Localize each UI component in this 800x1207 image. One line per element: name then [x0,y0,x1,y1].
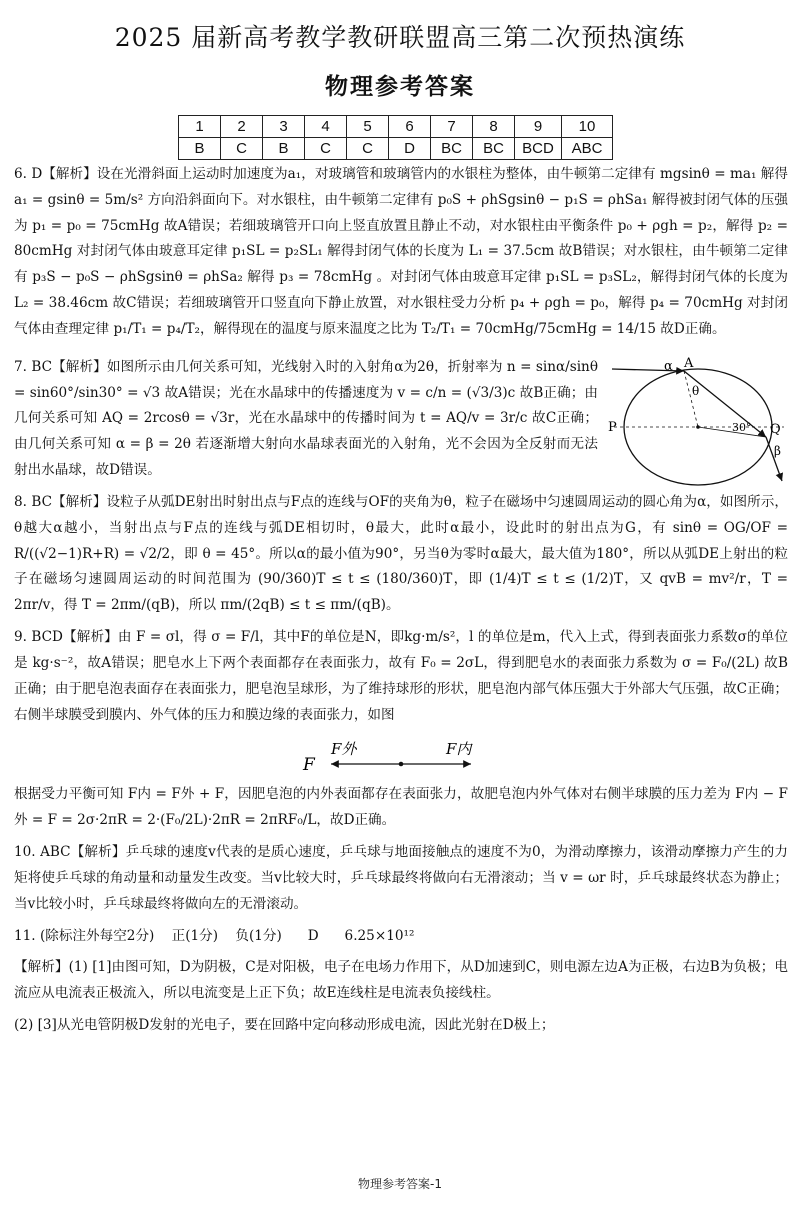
table-cell-answer: ABC [562,138,613,160]
label-p: P [608,419,617,435]
solution-q9-part1: 9. BCD【解析】由 F = σl，得 σ = F/l，其中F的单位是N，即kg·m/s²，l 的单位是m，代入上式，得到表面张力系数σ的单位是 kg·s⁻²，故A错误；肥皂水上下两个表面都存在表面张力，故有 F₀ = 2σL，得到肥皂水的表面张力系数为 σ = F₀/(2L) 故B正确；由于肥皂泡表面存在表面张力，肥皂泡呈球形，为了维持球形的形状，肥皂泡内部气体压强大于外部大气压强，故C正确；右侧半球膜受到膜内、外气体的压力和膜边缘的表面张力，如图 [14,629,788,723]
page-subtitle: 物理参考答案 [325,73,475,100]
label-f-out: F外 [331,740,357,759]
figure-q9-forces [14,736,788,776]
answer-table-number-row [179,116,613,138]
solution-q9-part2: 根据受力平衡可知 F内 = F外 + F，因肥皂泡的内外表面都存在表面张力，故肥皂泡内外气体对右侧半球膜的压力差为 F内 − F外 = F = 2σ·2πR = 2·(F₀/2L)·2πR = 2πRF₀/L，故D正确。 [14,786,788,829]
force-point [399,762,404,767]
crystal-ball-diagram [606,355,788,487]
table-cell-answer: C [347,138,389,160]
table-cell-answer: D [389,138,431,160]
label-a: A [684,355,694,371]
figure-q7-crystal-ball [606,355,788,487]
table-cell-number: 4 [305,116,347,138]
label-alpha: α [664,358,673,374]
incident-ray [612,369,684,371]
table-cell-number: 7 [431,116,473,138]
label-30deg: 30° [732,420,752,434]
table-cell-number: 9 [515,116,562,138]
page-footer: 物理参考答案-1 [358,1177,442,1191]
answer-table [178,115,613,160]
label-theta: θ [692,383,700,398]
table-cell-answer: C [305,138,347,160]
solution-q8: 8. BC【解析】设粒子从弧DE射出时射出点与F点的连线与OF的夹角为θ，粒子在磁场中匀速圆周运动的圆心角为α，如图所示，θ越大α越小，当射出点与F点的连线与弧DE相切时，θ最大，此时α最小，设此时的射出点为G，有 sinθ = OG/OF = R/((√2−1)R+R) = √2/2，即 θ = 45°。所以α的最小值为90°，另当θ为零时α最大，最大值为180°，所以从弧DE上射出的粒子在磁场匀速圆周运动的时间范围为 (90/360)T ≤ t ≤ (180/360)T，即 (1/4)T ≤ t ≤ (1/2)T，又 qvB = mv²/r，T = 2πr/v，得 T = 2πm/(qB)，所以 πm/(2qB) ≤ t ≤ πm/(qB)。 [14,493,788,614]
label-beta: β [774,443,781,458]
label-f-in: F内 [446,740,472,759]
solutions-body [14,162,788,1045]
solution-q11-answers: 11. (除标注外每空2分) 正(1分) 负(1分) D 6.25×10¹² [14,927,415,944]
normal-line-a [684,371,698,427]
table-cell-number: 3 [263,116,305,138]
table-cell-number: 8 [473,116,515,138]
solution-q11-part2: (2) [3]从光电管阴极D发射的光电子，要在回路中定向移动形成电流，因此光射在D极上； [14,1017,555,1034]
solution-q6: 6. D【解析】设在光滑斜面上运动时加速度为a₁，对玻璃管和玻璃管内的水银柱为整体，由牛顿第二定律有 mgsinθ = ma₁ 解得 a₁ = gsinθ = 5m/s² 方向沿斜面向下。对水银柱，由牛顿第二定律有 p₀S + ρhSgsinθ − p₁S = ρhSa₁ 解得被封闭气体的压强为 p₁ = p₀ = 75cmHg 故A错误；若细玻璃管开口向上竖直放置且静止不动，对水银柱由平衡条件 p₀ + ρgh = p₂，解得 p₂ = 80cmHg 对封闭气体由玻意耳定律 p₁SL = p₂SL₁ 解得封闭气体的长度为 L₁ = 37.5cm 故B错误；对水银柱，由牛顿第二定律有 p₃S − p₀S − ρhSgsinθ = ρhSa₂ 解得 p₃ = 78cmHg 。对封闭气体由玻意耳定律 p₁SL = p₃SL₂，解得封闭气体的长度为 L₂ = 38.46cm 故C错误；若细玻璃管开口竖直向下静止放置，对水银柱受力分析 p₄ + ρgh = p₀，解得 p₄ = 70cmHg 对封闭气体由查理定律 p₁/T₁ = p₄/T₂，解得现在的温度与原来温度之比为 T₂/T₁ = 70cmHg/75cmHg = 14/15 故D正确。 [14,166,788,337]
table-cell-number: 10 [562,116,613,138]
table-cell-number: 5 [347,116,389,138]
table-cell-answer: B [179,138,221,160]
table-cell-number: 6 [389,116,431,138]
table-cell-number: 1 [179,116,221,138]
force-diagram [301,736,501,776]
table-cell-answer: BCD [515,138,562,160]
solution-q7: 7. BC【解析】如图所示由几何关系可知，光线射入时的入射角α为2θ，折射率为 n = sinα/sinθ = sin60°/sin30° = √3 故A错误；光在水晶球中的传播速度为 v = c/n = (√3/3)c 故B正确；由几何关系可知 AQ = 2rcosθ = √3r，光在水晶球中的传播时间为 t = AQ/v = 3r/c 故C正确；由几何关系可知 α = β = 2θ 若逐渐增大射向水晶球表面光的入射角，光不会因为全反射而无法射出水晶球，故D错误。 [14,358,598,479]
label-q: Q [770,421,781,437]
page-title: 2025 届新高考教学教研联盟高三第二次预热演练 [114,23,686,52]
label-f: F [303,755,315,776]
answer-table-answer-row [179,138,613,160]
table-cell-answer: C [221,138,263,160]
solution-q11-part1: 【解析】(1) [1]由图可知，D为阴极，C是对阳极，电子在电场力作用下，从D加速到C，则电源左边A为正极，右边B为负极；电流应从电流表正极流入，所以电流变是上正下负；故E连线柱是电流表负接线柱。 [14,959,788,1002]
table-cell-answer: BC [431,138,473,160]
table-cell-answer: BC [473,138,515,160]
table-cell-answer: B [263,138,305,160]
table-cell-number: 2 [221,116,263,138]
solution-q10: 10. ABC【解析】乒乓球的速度v代表的是质心速度，乒乓球与地面接触点的速度不为0，为滑动摩擦力，该滑动摩擦力产生的力矩将使乒乓球的角动量和动量发生改变。当v比较大时，乒乓球最终将做向右无滑滚动；当 v = ωr 时，乒乓球最终状态为静止；当v比较小时，乒乓球最终将做向左的无滑滚动。 [14,844,788,912]
